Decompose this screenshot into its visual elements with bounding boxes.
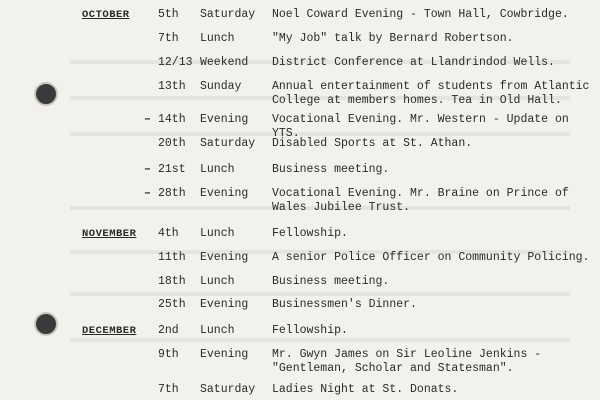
event-time: Saturday <box>200 137 256 150</box>
event-description: "My Job" talk by Bernard Robertson. <box>272 32 514 45</box>
month-heading: NOVEMBER <box>82 228 137 240</box>
event-description: Annual entertainment of students from Atlantic College at members homes. Tea in Old Hall. <box>272 80 590 107</box>
month-heading: DECEMBER <box>82 325 137 337</box>
show-through-line <box>70 338 570 342</box>
event-time: Saturday <box>200 383 256 396</box>
event-date: 11th <box>158 251 186 264</box>
event-description: Vocational Evening. Mr. Braine on Prince of Wales Jubilee Trust. <box>272 187 569 214</box>
event-date: 21st <box>158 163 186 176</box>
event-time: Saturday <box>200 8 256 21</box>
margin-mark: – <box>144 113 151 126</box>
event-date: 18th <box>158 275 186 288</box>
event-description: Mr. Gwyn James on Sir Leoline Jenkins - "Gentleman, Scholar and Statesman". <box>272 348 542 375</box>
event-date: 14th <box>158 113 186 126</box>
event-description: Fellowship. <box>272 227 348 240</box>
event-date: 13th <box>158 80 186 93</box>
event-date: 7th <box>158 383 179 396</box>
event-date: 12/13 <box>158 56 193 69</box>
event-description: Noel Coward Evening - Town Hall, Cowbridge. <box>272 8 569 21</box>
event-time: Lunch <box>200 275 235 288</box>
event-date: 2nd <box>158 324 179 337</box>
event-date: 9th <box>158 348 179 361</box>
event-description: A senior Police Officer on Community Policing. <box>272 251 590 264</box>
event-time: Sunday <box>200 80 242 93</box>
event-description: Businessmen's Dinner. <box>272 298 417 311</box>
punch-hole <box>34 312 58 336</box>
event-time: Evening <box>200 113 249 126</box>
event-date: 25th <box>158 298 186 311</box>
month-heading: OCTOBER <box>82 9 130 21</box>
event-time: Lunch <box>200 163 235 176</box>
event-date: 7th <box>158 32 179 45</box>
event-date: 20th <box>158 137 186 150</box>
event-time: Lunch <box>200 32 235 45</box>
event-description: Ladies Night at St. Donats. <box>272 383 459 396</box>
event-description: Disabled Sports at St. Athan. <box>272 137 473 150</box>
event-time: Lunch <box>200 227 235 240</box>
event-date: 4th <box>158 227 179 240</box>
event-date: 5th <box>158 8 179 21</box>
event-time: Evening <box>200 187 249 200</box>
event-time: Evening <box>200 348 249 361</box>
event-time: Weekend <box>200 56 249 69</box>
margin-mark: – <box>144 187 151 200</box>
punch-hole <box>34 82 58 106</box>
event-time: Evening <box>200 298 249 311</box>
event-description: Business meeting. <box>272 275 390 288</box>
event-description: Fellowship. <box>272 324 348 337</box>
event-date: 28th <box>158 187 186 200</box>
event-description: Business meeting. <box>272 163 390 176</box>
margin-mark: – <box>144 163 151 176</box>
show-through-line <box>70 292 570 296</box>
event-time: Evening <box>200 251 249 264</box>
event-description: District Conference at Llandrindod Wells. <box>272 56 555 69</box>
event-time: Lunch <box>200 324 235 337</box>
event-description: Vocational Evening. Mr. Western - Update on YTS. <box>272 113 569 140</box>
